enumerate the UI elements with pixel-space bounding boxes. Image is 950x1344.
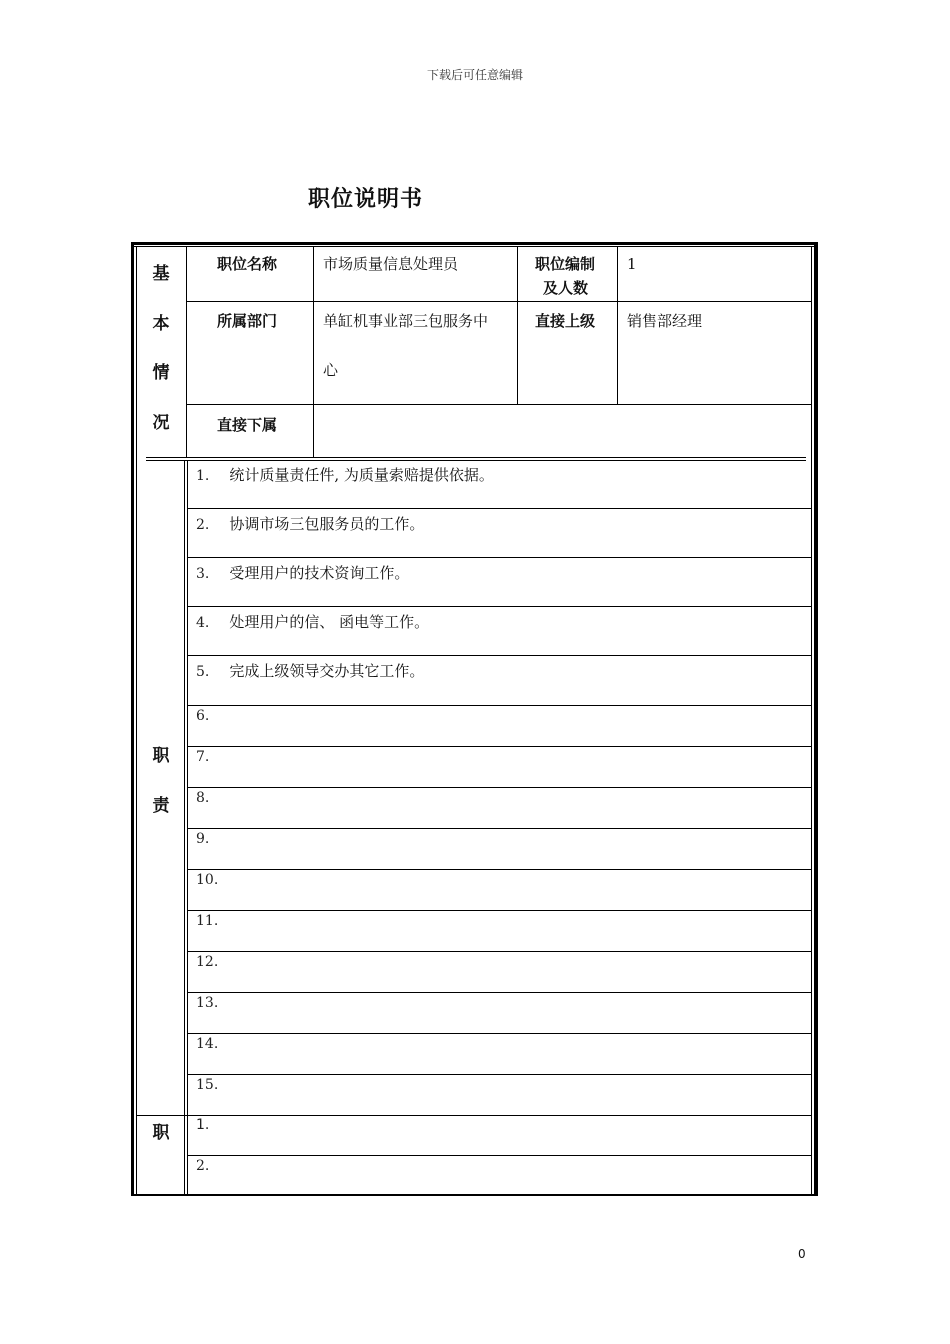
list-item: 10. xyxy=(196,872,219,888)
list-item: 2. xyxy=(196,1158,210,1174)
basic-side-char: 本 xyxy=(152,314,170,334)
basic-side-char: 情 xyxy=(152,363,170,383)
item-text: 受理用户的技术资询工作。 xyxy=(229,564,410,582)
item-text: 统计质量责任件, 为质量索赔提供依据。 xyxy=(229,466,494,484)
item-number: 1. xyxy=(196,468,210,484)
list-item: 14. xyxy=(196,1036,219,1052)
item-number: 4. xyxy=(196,615,210,631)
duties-side-char: 职 xyxy=(152,746,170,766)
list-item: 13. xyxy=(196,995,219,1011)
position-name-label: 职位名称 xyxy=(217,255,278,273)
list-item xyxy=(196,464,494,485)
item-text: 完成上级领导交办其它工作。 xyxy=(229,662,425,680)
basic-side-char: 况 xyxy=(152,413,170,433)
superior-value: 销售部经理 xyxy=(627,312,703,330)
item-number: 3. xyxy=(196,566,210,582)
list-item: 6. xyxy=(196,708,210,724)
superior-label: 直接上级 xyxy=(535,312,596,330)
list-item: 7. xyxy=(196,749,210,765)
page-header: 下载后可任意编辑 xyxy=(426,68,523,82)
item-number: 2. xyxy=(196,517,210,533)
item-number: 5. xyxy=(196,664,210,680)
department-value-line2: 心 xyxy=(323,361,339,379)
list-item xyxy=(196,660,424,681)
list-item xyxy=(196,562,409,583)
item-text: 协调市场三包服务员的工作。 xyxy=(229,515,425,533)
duties-side-char: 责 xyxy=(152,796,170,816)
basic-side-char: 基 xyxy=(152,264,170,284)
headcount-label-line1: 职位编制 xyxy=(535,255,596,273)
list-item xyxy=(196,513,424,534)
list-item: 9. xyxy=(196,831,210,847)
list-item: 15. xyxy=(196,1077,219,1093)
headcount-label-line2: 及人数 xyxy=(543,279,589,297)
list-item: 11. xyxy=(196,913,219,929)
position-name-value: 市场质量信息处理员 xyxy=(323,255,459,273)
item-text: 处理用户的信、 函电等工作。 xyxy=(229,613,430,631)
authority-side-char: 职 xyxy=(152,1123,170,1143)
list-item: 1. xyxy=(196,1117,210,1133)
list-item: 12. xyxy=(196,954,219,970)
department-value-line1: 单缸机事业部三包服务中 xyxy=(323,312,489,330)
page-number: 0 xyxy=(798,1247,806,1261)
list-item xyxy=(196,611,429,632)
document-title: 职位说明书 xyxy=(308,187,424,212)
department-label: 所属部门 xyxy=(217,312,278,330)
subordinate-label: 直接下属 xyxy=(217,416,278,434)
headcount-value: 1 xyxy=(627,255,637,273)
list-item: 8. xyxy=(196,790,210,806)
